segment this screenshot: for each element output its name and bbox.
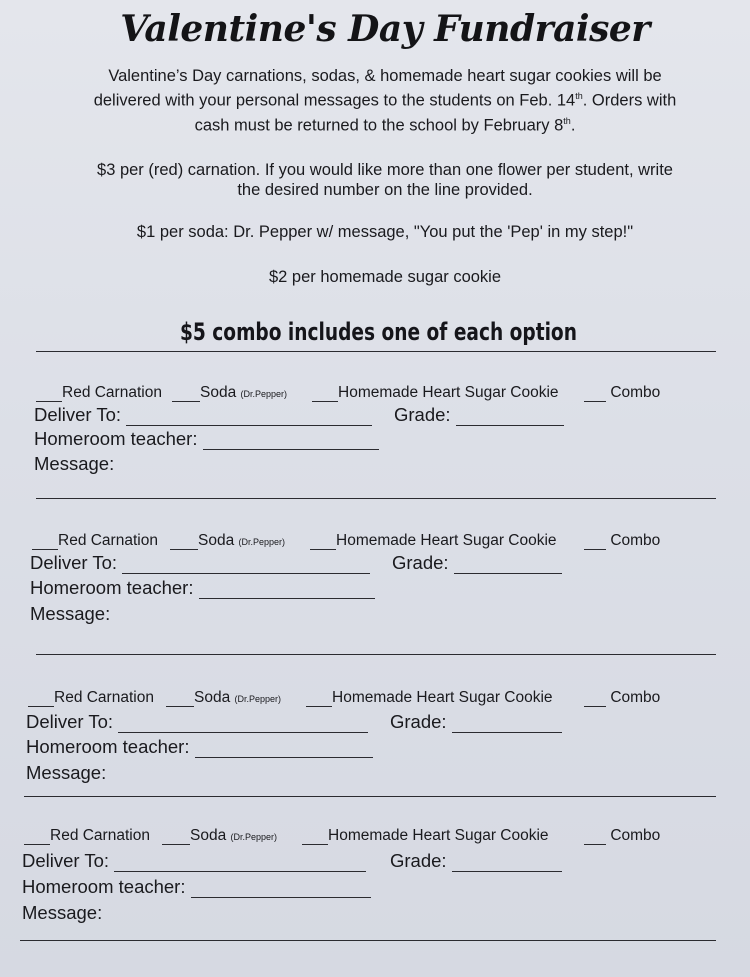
homeroom-line[interactable] — [195, 740, 373, 758]
intro-line-3: cash must be returned to the school by February 8th. — [194, 115, 576, 134]
grade-line[interactable] — [454, 556, 562, 574]
message-label: Message: — [30, 603, 111, 624]
order-block-4 — [0, 827, 750, 947]
cookie-option: Homemade Heart Sugar Cookie — [302, 827, 549, 845]
soda-option: Soda (Dr.Pepper) — [162, 827, 277, 845]
cookie-quantity-blank[interactable] — [312, 387, 338, 402]
order-block-2 — [0, 532, 750, 652]
combo-option: Combo — [584, 532, 660, 550]
grade-line[interactable] — [452, 854, 562, 872]
intro-line-2: delivered with your personal messages to the students on Feb. 14th. Orders with — [93, 91, 677, 110]
deliver-to-line[interactable] — [126, 408, 372, 426]
carnation-option: Red Carnation — [28, 689, 154, 707]
carnation-option: Red Carnation — [24, 827, 150, 845]
soda-quantity-blank[interactable] — [172, 387, 200, 402]
homeroom-line[interactable] — [203, 432, 379, 450]
homeroom-field: Homeroom teacher: — [22, 876, 371, 898]
message-line-3[interactable] — [24, 796, 716, 797]
grade-field: Grade: — [394, 404, 564, 426]
heading-divider — [36, 351, 716, 352]
message-label: Message: — [22, 902, 103, 923]
combo-quantity-blank[interactable] — [584, 692, 606, 707]
combo-option: Combo — [584, 689, 660, 707]
deliver-to-field: Deliver To: — [34, 404, 372, 426]
soda-option: Soda (Dr.Pepper) — [166, 689, 281, 707]
homeroom-field: Homeroom teacher: — [34, 428, 379, 450]
carnation-quantity-blank[interactable] — [28, 692, 54, 707]
combo-quantity-blank[interactable] — [584, 387, 606, 402]
cookie-price-text: $2 per homemade sugar cookie — [268, 268, 502, 286]
deliver-to-field: Deliver To: — [22, 850, 366, 872]
cookie-quantity-blank[interactable] — [310, 535, 336, 550]
message-line-2[interactable] — [36, 654, 716, 655]
intro-line-1: Valentine’s Day carnations, sodas, & homemade heart sugar cookies will be — [108, 67, 662, 85]
order-block-1 — [0, 384, 750, 504]
combo-option: Combo — [584, 384, 660, 402]
carnation-price-text: $3 per (red) carnation. If you would like more than one flower per student, write the desired number on the line provided. — [97, 161, 673, 199]
grade-line[interactable] — [456, 408, 564, 426]
carnation-option: Red Carnation — [32, 532, 158, 550]
deliver-to-line[interactable] — [114, 854, 366, 872]
message-line-1[interactable] — [36, 498, 716, 499]
intro-paragraph — [40, 66, 730, 135]
combo-option: Combo — [584, 827, 660, 845]
carnation-option: Red Carnation — [36, 384, 162, 402]
combo-quantity-blank[interactable] — [584, 535, 606, 550]
page-title: Valentine's Day Fundraiser — [120, 8, 650, 50]
grade-line[interactable] — [452, 715, 562, 733]
carnation-quantity-blank[interactable] — [36, 387, 62, 402]
homeroom-line[interactable] — [191, 880, 371, 898]
combo-heading: $5 combo includes one of each option — [180, 318, 577, 346]
grade-field: Grade: — [390, 711, 562, 733]
carnation-quantity-blank[interactable] — [32, 535, 58, 550]
carnation-quantity-blank[interactable] — [24, 830, 50, 845]
message-label: Message: — [34, 453, 115, 474]
homeroom-field: Homeroom teacher: — [26, 736, 373, 758]
soda-quantity-blank[interactable] — [166, 692, 194, 707]
cookie-option: Homemade Heart Sugar Cookie — [306, 689, 553, 707]
soda-price-text: $1 per soda: Dr. Pepper w/ message, "You put the 'Pep' in my step!" — [136, 223, 634, 241]
message-label: Message: — [26, 762, 107, 783]
grade-field: Grade: — [390, 850, 562, 872]
cookie-option: Homemade Heart Sugar Cookie — [310, 532, 557, 550]
deliver-to-line[interactable] — [118, 715, 368, 733]
soda-quantity-blank[interactable] — [162, 830, 190, 845]
deliver-to-field: Deliver To: — [30, 552, 370, 574]
order-block-3 — [0, 689, 750, 809]
soda-quantity-blank[interactable] — [170, 535, 198, 550]
cookie-quantity-blank[interactable] — [302, 830, 328, 845]
cookie-quantity-blank[interactable] — [306, 692, 332, 707]
grade-field: Grade: — [392, 552, 562, 574]
soda-option: Soda (Dr.Pepper) — [172, 384, 287, 402]
deliver-to-field: Deliver To: — [26, 711, 368, 733]
cookie-option: Homemade Heart Sugar Cookie — [312, 384, 559, 402]
homeroom-field: Homeroom teacher: — [30, 577, 375, 599]
soda-option: Soda (Dr.Pepper) — [170, 532, 285, 550]
combo-quantity-blank[interactable] — [584, 830, 606, 845]
homeroom-line[interactable] — [199, 581, 375, 599]
message-line-4[interactable] — [20, 940, 716, 941]
deliver-to-line[interactable] — [122, 556, 370, 574]
